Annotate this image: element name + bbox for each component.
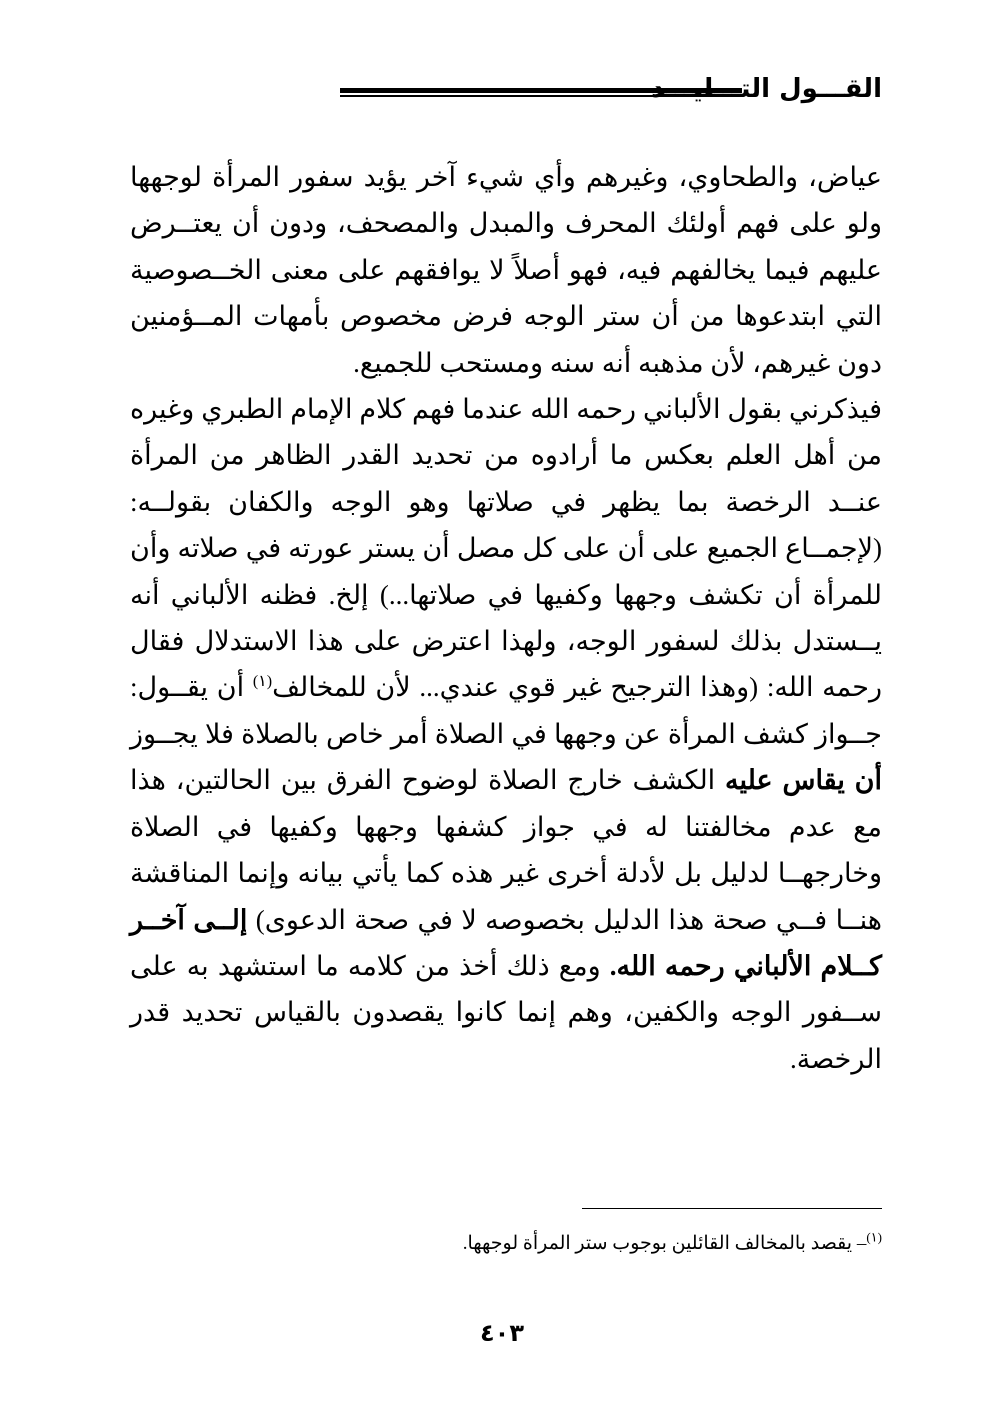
running-title: القـــول التـــليـــد	[651, 74, 882, 104]
page-header	[130, 72, 882, 112]
footnote-marker: (١)	[866, 1229, 882, 1245]
page-number: ٤٠٣	[480, 1319, 524, 1347]
paragraph-2-part-b: أن يقــول: جــواز كشف المرأة عن وجهها في الصلاة أمر خاص بالصلاة فلا يجــوز	[130, 672, 882, 749]
bold-phrase-1: أن يقاس عليه	[725, 765, 882, 796]
paragraph-2-part-c: الكشف خارج الصلاة لوضوح الفرق بين الحالتين، هذا مع عدم مخالفتنا له في جواز كشفها وجهها وكفيها في الصلاة وخارجهــا لدليل بل لأدلة أخرى غير هذه كما يأتي بيانه وإنما المناقشة هنــا فــي صحة هذا الدليل بخصوصه لا في صحة الدعوى)	[130, 765, 882, 935]
footnote-reference[interactable]: (١)	[252, 673, 273, 691]
bold-phrase-2: إلــى آخــر كــلام الألباني رحمه الله.	[130, 904, 882, 981]
paragraph-2-part-a: فيذكرني بقول الألباني رحمه الله عندما فهم كلام الإمام الطبري وغيره من أهل العلم بعكس ما أرادوه من تحديد القدر الظاهر من المرأة عنــد الرخصة بما يظهر في صلاتها وهو الوجه والكفان بقولــه: (لإجمــاع الجميع على أن على كل مصل أن يستر عورته في صلاته وأن للمرأة أن تكشف وجهها وكفيها في صلاتها...) إلخ. فظنه الألباني أنه يــستدل بذلك لسفور الوجه، ولهذا اعترض على هذا الاستدلال فقال رحمه الله: (وهذا الترجيح غير قوي عندي... لأن للمخالف	[130, 394, 882, 703]
paragraph-2	[130, 386, 882, 1082]
footnote-rule	[582, 1208, 882, 1209]
paragraph-1: عياض، والطحاوي، وغيرهم وأي شيء آخر يؤيد سفور المرأة لوجهها ولو على فهم أولئك المحرف والمبدل والمصحف، ودون أن يعتــرض عليهم فيما يخالفهم فيه، فهو أصلاً لا يوافقهم على معنى الخــصوصية التي ابتدعوها من أن ستر الوجه فرض مخصوص بأمهات المــؤمنين دون غيرهم، لأن مذهبه أنه سنه ومستحب للجميع.	[130, 162, 882, 378]
main-text	[130, 154, 882, 1082]
paragraph-2-part-d: ومع ذلك أخذ من كلامه ما استشهد به على ســفور الوجه والكفين، وهم إنما كانوا يقصدون بالقياس تحديد قدر الرخصة.	[130, 950, 882, 1074]
footnote	[463, 1230, 882, 1258]
footnote-text: – يقصد بالمخالف القائلين بوجوب ستر المرأة لوجهها.	[462, 1233, 867, 1254]
